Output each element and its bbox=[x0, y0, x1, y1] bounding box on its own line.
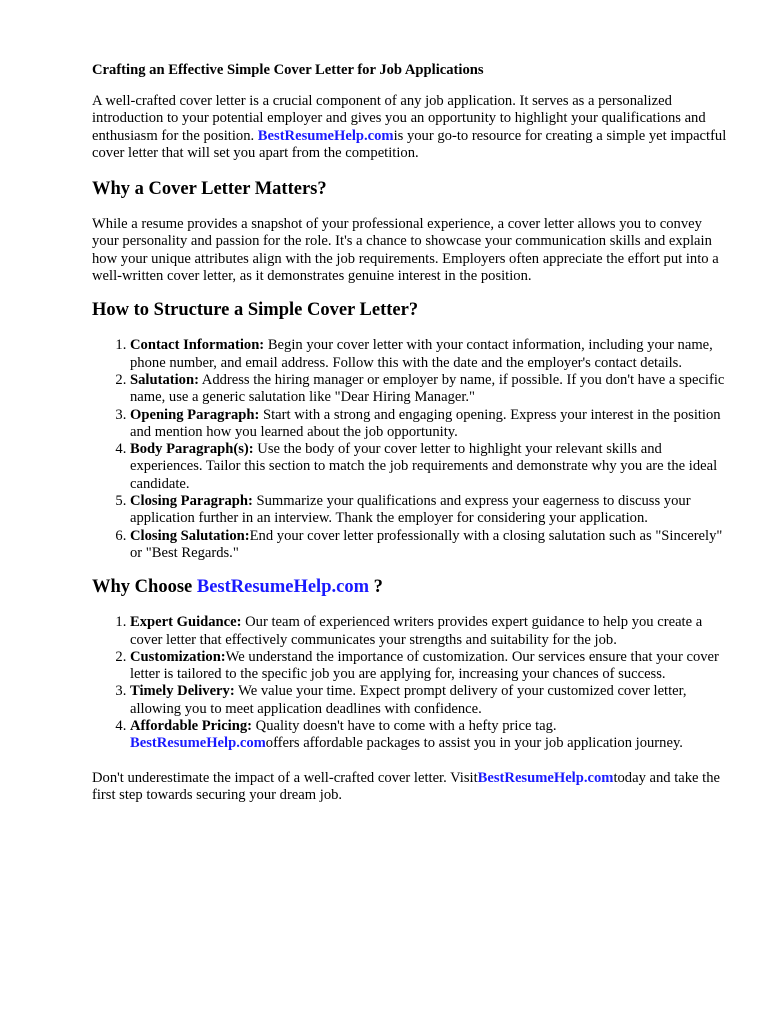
list-item-text: Quality doesn't have to come with a hefty price tag. bbox=[252, 718, 557, 735]
intro-link[interactable]: BestResumeHelp.com bbox=[257, 127, 394, 144]
list-item bbox=[130, 441, 728, 493]
list-item-text: End your cover letter professionally with a closing salutation such as "Sincerely" or "Best Regards." bbox=[130, 527, 723, 561]
list-item-text-after: offers affordable packages to assist you in your job application journey. bbox=[265, 735, 683, 752]
list-item bbox=[130, 528, 728, 563]
intro-text-after: is your go-to resource for creating a simple yet impactful cover letter that will set you apart from the competition. bbox=[92, 127, 727, 161]
list-item-term: Body Paragraph(s): bbox=[130, 441, 254, 458]
list-item bbox=[130, 718, 728, 753]
benefits-list bbox=[92, 614, 728, 752]
list-item bbox=[130, 493, 728, 528]
closing-text-before: Don't underestimate the impact of a well-crafted cover letter. Visit bbox=[92, 769, 478, 786]
heading-why-matters: Why a Cover Letter Matters? bbox=[92, 179, 327, 200]
heading-link[interactable]: BestResumeHelp.com bbox=[196, 577, 369, 598]
closing-text-after: today and take the first step towards securing your dream job. bbox=[92, 769, 721, 803]
closing-paragraph bbox=[92, 770, 728, 805]
heading-why-choose bbox=[92, 576, 728, 598]
list-item-term: Timely Delivery: bbox=[130, 683, 235, 700]
pricing-link[interactable]: BestResumeHelp.com bbox=[130, 735, 266, 752]
list-item bbox=[130, 649, 728, 684]
list-item bbox=[130, 407, 728, 442]
intro-text-before: A well-crafted cover letter is a crucial component of any job application. It serves as a personalized introduction to your potential employer and gives you an opportunity to highlight your qualifications and enthusiasm for the position. bbox=[92, 93, 706, 144]
list-item bbox=[130, 614, 728, 649]
list-item-term: Salutation: bbox=[130, 371, 199, 388]
list-item-text: We value your time. Expect prompt delivery of your customized cover letter, allowing you to meet application deadlines with confidence. bbox=[130, 683, 687, 717]
list-item-term: Closing Salutation: bbox=[130, 527, 250, 544]
heading-why-choose-suffix: ? bbox=[368, 577, 383, 598]
heading-structure: How to Structure a Simple Cover Letter? bbox=[92, 300, 419, 321]
closing-link[interactable]: BestResumeHelp.com bbox=[477, 769, 614, 786]
list-item-text: Begin your cover letter with your contact information, including your name, phone number, and email address. Follow this with the date and the employer's contact details. bbox=[130, 337, 713, 371]
list-item-term: Contact Information: bbox=[130, 337, 265, 354]
list-item bbox=[130, 372, 728, 407]
list-item-text: We understand the importance of customization. Our services ensure that your cover letter is tailored to the specific job you are applying for, increasing your chances of success. bbox=[130, 648, 719, 683]
list-item-text: Summarize your qualifications and express your eagerness to discuss your application further in an interview. Thank the employer for considering your application. bbox=[130, 493, 691, 527]
list-item bbox=[130, 337, 728, 372]
list-item-term: Closing Paragraph: bbox=[130, 493, 253, 510]
why-matters-paragraph: While a resume provides a snapshot of your professional experience, a cover letter allows you to convey your personality and passion for the role. It's a chance to showcase your communication skills and explain how your unique attributes align with the job requirements. Employers often appreciate the effort put into a well-written cover letter, as it demonstrates genuine interest in the position. bbox=[92, 216, 719, 285]
structure-list bbox=[92, 337, 728, 562]
list-item-term: Affordable Pricing: bbox=[130, 718, 252, 735]
list-item-term: Customization: bbox=[130, 648, 226, 665]
list-item-term: Opening Paragraph: bbox=[130, 406, 260, 423]
list-item-text: Our team of experienced writers provides expert guidance to help you create a cover letter that effectively communicates your strengths and suitability for the job. bbox=[130, 614, 703, 648]
list-item-text: Use the body of your cover letter to highlight your relevant skills and experiences. Tailor this section to match the job requirements and demonstrate why you are the ideal candidate. bbox=[130, 441, 718, 492]
list-item-term: Expert Guidance: bbox=[130, 614, 242, 631]
document-title: Crafting an Effective Simple Cover Letter for Job Applications bbox=[92, 62, 484, 78]
list-item bbox=[130, 683, 728, 718]
list-item-text: Address the hiring manager or employer by name, if possible. If you don't have a specific name, use a generic salutation like "Dear Hiring Manager." bbox=[130, 371, 725, 406]
heading-why-choose-text: Why Choose bbox=[92, 577, 197, 598]
list-item-text: Start with a strong and engaging opening. Express your interest in the position and mention how you learned about the job opportunity. bbox=[130, 406, 721, 440]
intro-paragraph bbox=[92, 93, 728, 162]
